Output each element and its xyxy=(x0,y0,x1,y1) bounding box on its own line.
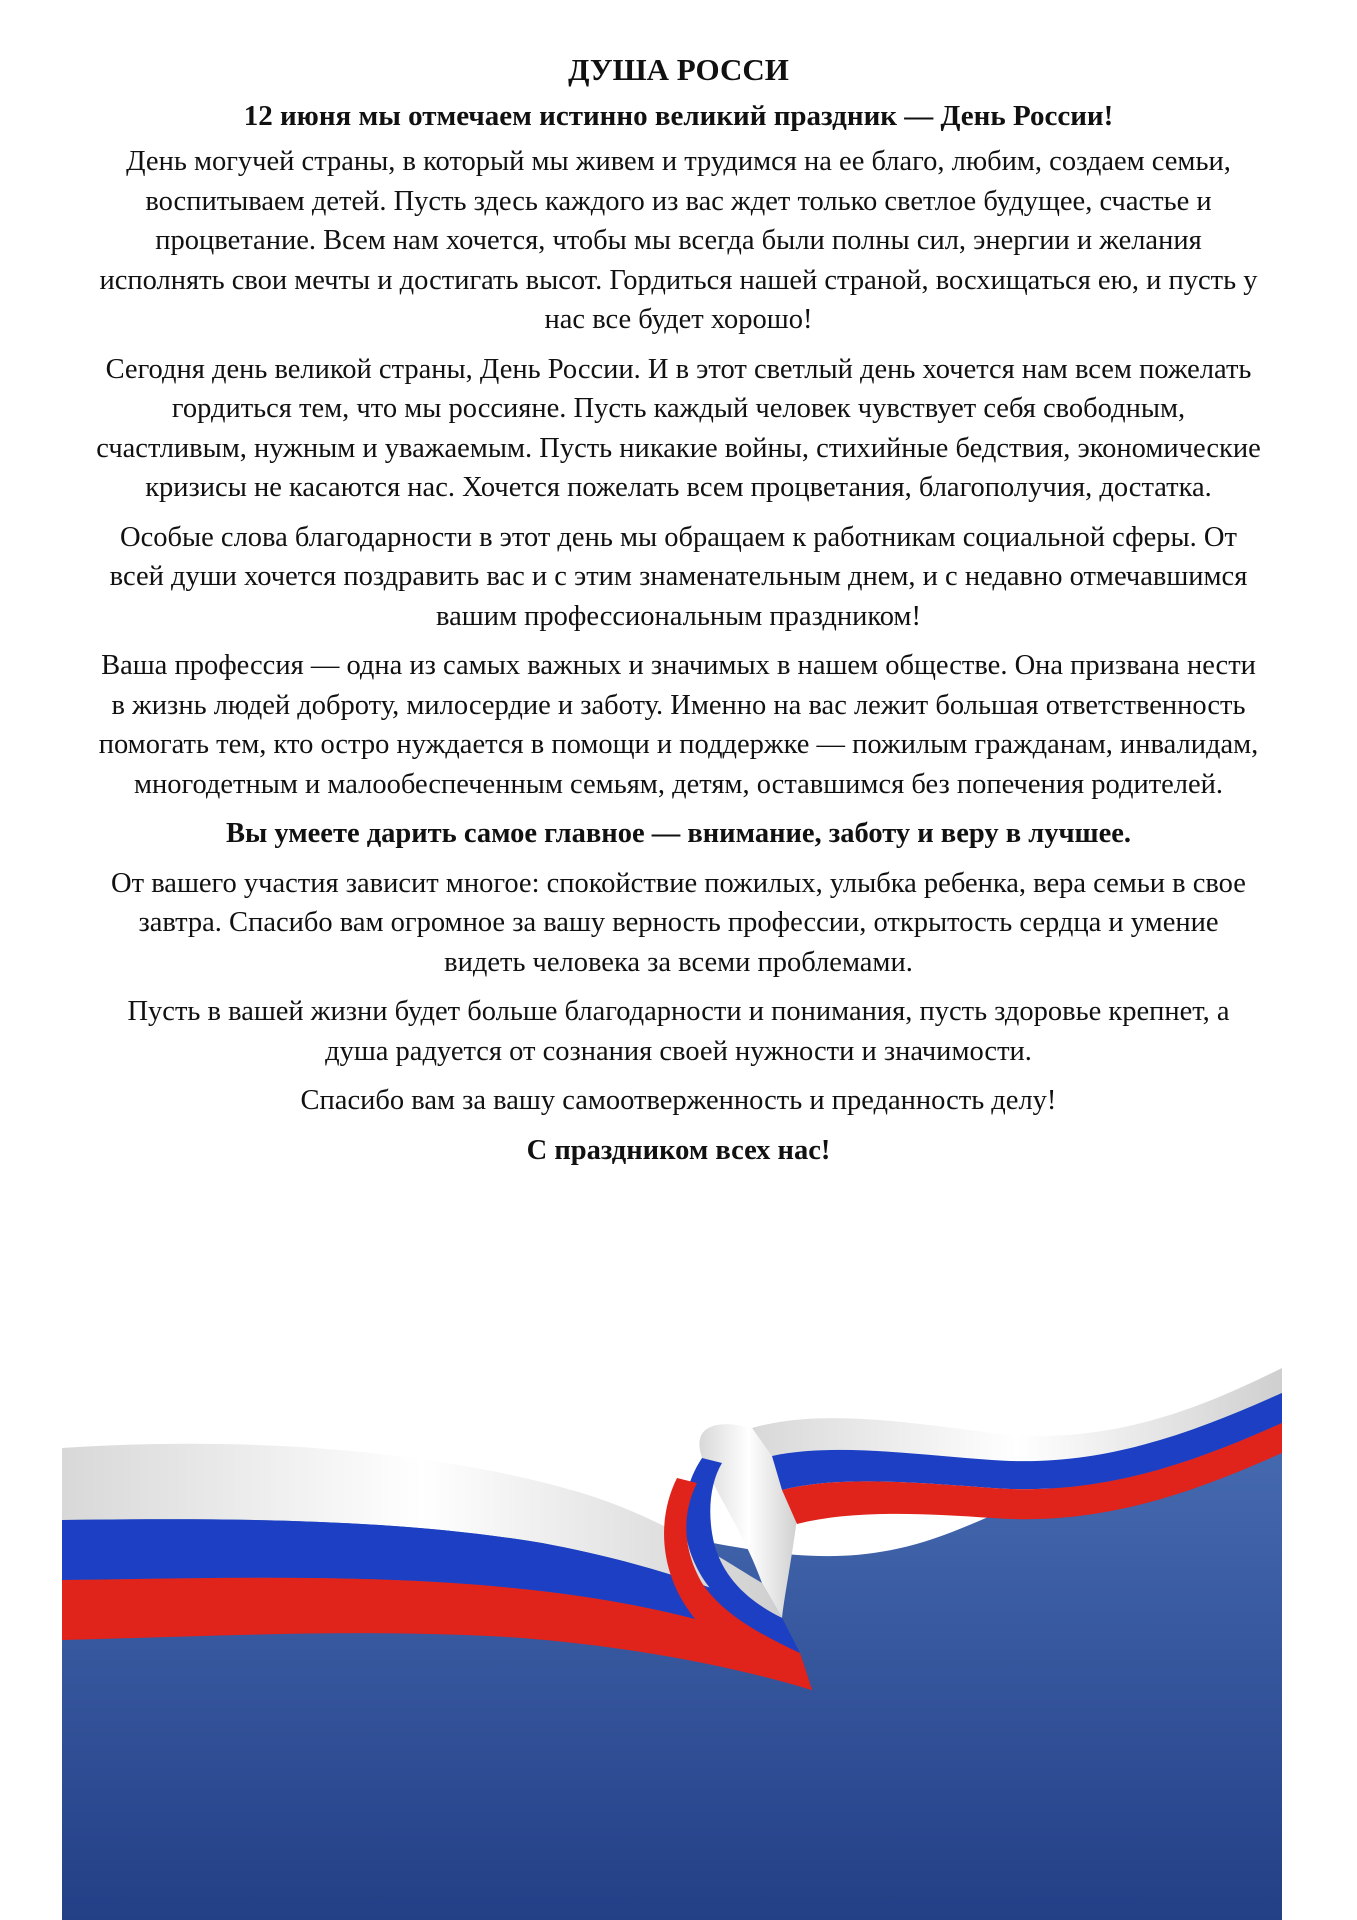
emphasis-line: Вы умеете дарить самое главное — внимание, заботу и веру в лучшее. xyxy=(225,818,1132,849)
paragraph-5: От вашего участия зависит многое: спокойствие пожилых, улыбка ребенка, вера семьи в свое завтра. Спасибо вам огромное за вашу верность профессии, открытость сердца и умение видеть человека за всеми проблемами. xyxy=(111,867,1246,978)
paragraph-2: Сегодня день великой страны, День России. И в этот светлый день хочется нам всем пожелать гордиться тем, что мы россияне. Пусть каждый человек чувствует себя свободным, счастливым, нужным и уважаемым. Пусть никакие войны, стихийные бедствия, экономические кризисы не касаются нас. Хочется пожелать всем процветания, благополучия, достатка. xyxy=(96,353,1261,503)
page-title: ДУША РОССИ xyxy=(568,52,789,87)
paragraph-6: Пусть в вашей жизни будет больше благодарности и понимания, пусть здоровье крепнет, а душа радуется от сознания своей нужности и значимости. xyxy=(127,996,1230,1067)
closing-line: С праздником всех нас! xyxy=(526,1134,831,1166)
paragraph-7: Спасибо вам за вашу самоотверженность и преданность делу! xyxy=(300,1085,1057,1116)
paragraph-1: День могучей страны, в который мы живем и трудимся на ее благо, любим, создаем семьи, воспитываем детей. Пусть здесь каждого из вас ждет только светлое будущее, счастье и процветание. Всем нам хочется, чтобы мы всегда были полны сил, энергии и желания исполнять свои мечты и достигать высот. Гордиться нашей страной, восхищаться ею, и пусть у нас все будет хорошо! xyxy=(99,146,1258,335)
paragraph-4: Ваша профессия — одна из самых важных и значимых в нашем обществе. Она призвана нести в жизнь людей доброту, милосердие и заботу. Именно на вас лежит большая ответственность помогать тем, кто остро нуждается в помощи и поддержке — пожилым гражданам, инвалидам, многодетным и малообеспеченным семьям, детям, оставшимся без попечения родителей. xyxy=(98,650,1259,800)
russian-flag-ribbon-image xyxy=(62,1368,1282,1920)
lead-heading: 12 июня мы отмечаем истинно великий праздник — День России! xyxy=(243,100,1114,132)
letter-text xyxy=(95,42,1262,1180)
paragraph-3: Особые слова благодарности в этот день мы обращаем к работникам социальной сферы. От всей души хочется поздравить вас и с этим знаменательным днем, и с недавно отмечавшимся вашим профессиональным праздником! xyxy=(109,521,1248,632)
